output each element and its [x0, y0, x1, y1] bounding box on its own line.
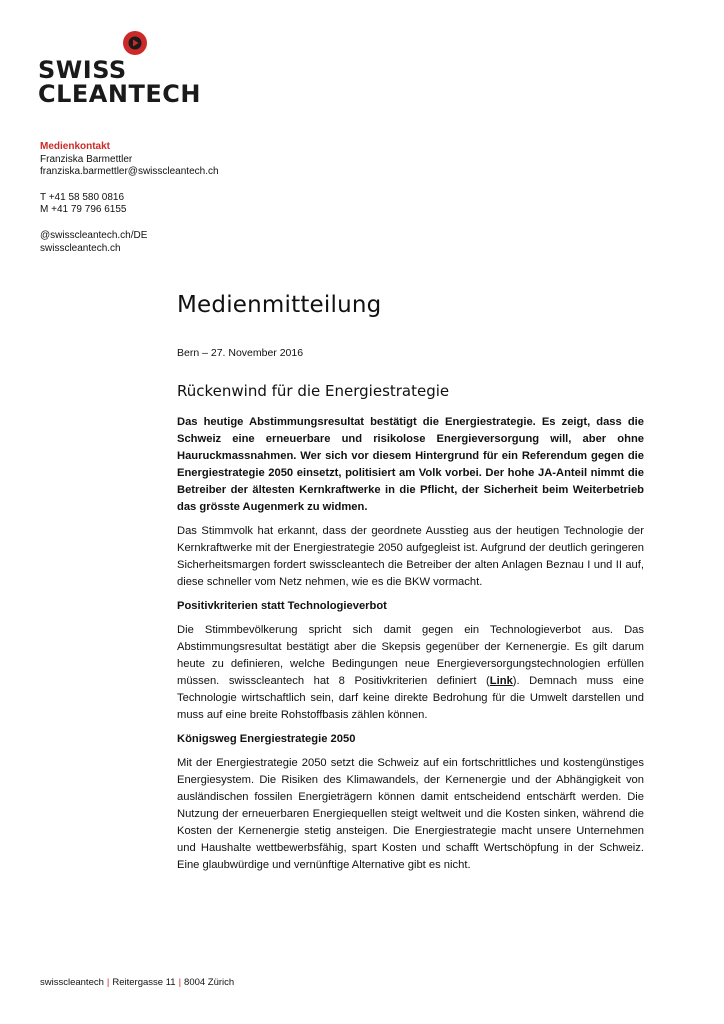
footer [40, 977, 234, 988]
logo-line-2: CLEANTECH [38, 80, 201, 108]
contact-social[interactable]: @swisscleantech.ch/DE [40, 229, 148, 241]
contact-phone-t: T +41 58 580 0816 [40, 191, 125, 203]
swiss-cleantech-logo [38, 30, 201, 110]
contact-website[interactable]: swisscleantech.ch [40, 242, 121, 254]
paragraph-2-text-after: ). Demnach muss eine Technologie wirtschaftlich sein, darf keine direkte Bedrohung für die Umwelt darstellen und muss auf eine breite Rohstoffbasis zählen können. [177, 675, 645, 721]
paragraph-2 [177, 622, 644, 724]
positivkriterien-link[interactable]: Link [489, 675, 513, 687]
section-heading-positivkriterien: Positivkriterien statt Technologieverbot [177, 600, 387, 612]
section-heading-koenigsweg: Königsweg Energiestrategie 2050 [177, 733, 356, 745]
dateline: Bern – 27. November 2016 [177, 347, 304, 359]
contact-name: Franziska Barmettler [40, 153, 133, 165]
paragraph-3: Mit der Energiestrategie 2050 setzt die Schweiz auf ein fortschrittliches und kostengünstiges Energiesystem. Die Risiken des Klimawandels, der Kernenergie und der Abhängigkeit von ausländischen fossilen Energieträgern können damit entscheidend entschärft werden. Die Nutzung der erneuerbaren Energiequellen steigt weltweit und die Kosten sinken, während die Kosten der Kernenergie stetig ansteigen. Die Energiestrategie macht unsere Unternehmen und Haushalte wettbewerbsfähig, spart Kosten und schafft Wertschöpfung in der Schweiz. Eine glaubwürdige und vernünftige Alternative gibt es nicht. [177, 757, 644, 871]
footer-address: Reitergasse 11 [112, 977, 176, 988]
footer-org: swisscleantech [40, 977, 104, 988]
contact-phone-m: M +41 79 796 6155 [40, 204, 127, 216]
document-headline: Medienmitteilung [177, 292, 382, 318]
document-subtitle: Rückenwind für die Energiestrategie [177, 382, 450, 400]
play-circle-icon [122, 30, 148, 56]
lead-paragraph: Das heutige Abstimmungsresultat bestätigt die Energiestrategie. Es zeigt, dass die Schweiz eine erneuerbare und risikolose Energieversorgung will, aber ohne Hauruckmassnahmen. Wer sich vor diesem Hintergrund für ein Referendum gegen die Energiestrategie 2050 einsetzt, politisiert am Volk vorbei. Der hohe JA-Anteil nimmt die Betreiber der ältesten Kernkraftwerke in die Pflicht, der Sicherheit beim Weiterbetrieb das grösste Augenmerk zu widmen. [177, 416, 644, 513]
media-contact-block [40, 141, 219, 255]
footer-separator: | [178, 977, 182, 988]
logo-line-1: SWISS [38, 56, 127, 84]
contact-label: Medienkontakt [40, 141, 111, 152]
footer-city: 8004 Zürich [184, 977, 235, 988]
footer-separator: | [106, 977, 110, 988]
paragraph-1: Das Stimmvolk hat erkannt, dass der geordnete Ausstieg aus der heutigen Technologie der Kernkraftwerke mit der Energiestrategie 2050 aufgegleist ist. Aufgrund der deutlich geringeren Sicherheitsmargen fordert swisscleantech die Betreiber der alten Anlagen Beznau I und II auf, diese schneller vom Netz nehmen, wie es die BKW vormacht. [177, 525, 644, 588]
document-body [177, 414, 644, 881]
contact-email[interactable]: franziska.barmettler@swisscleantech.ch [40, 166, 219, 178]
paragraph-2-text-before: Die Stimmbevölkerung spricht sich damit gegen ein Technologieverbot aus. Das Abstimmungsresultat bestätigt aber die Skepsis gegenüber der Kernenergie. Es gilt darum heute zu definieren, welche Bedingungen neue Energieversorgungstechnologien erfüllen müssen. swisscleantech hat 8 Positivkriterien definiert ( [177, 624, 644, 687]
